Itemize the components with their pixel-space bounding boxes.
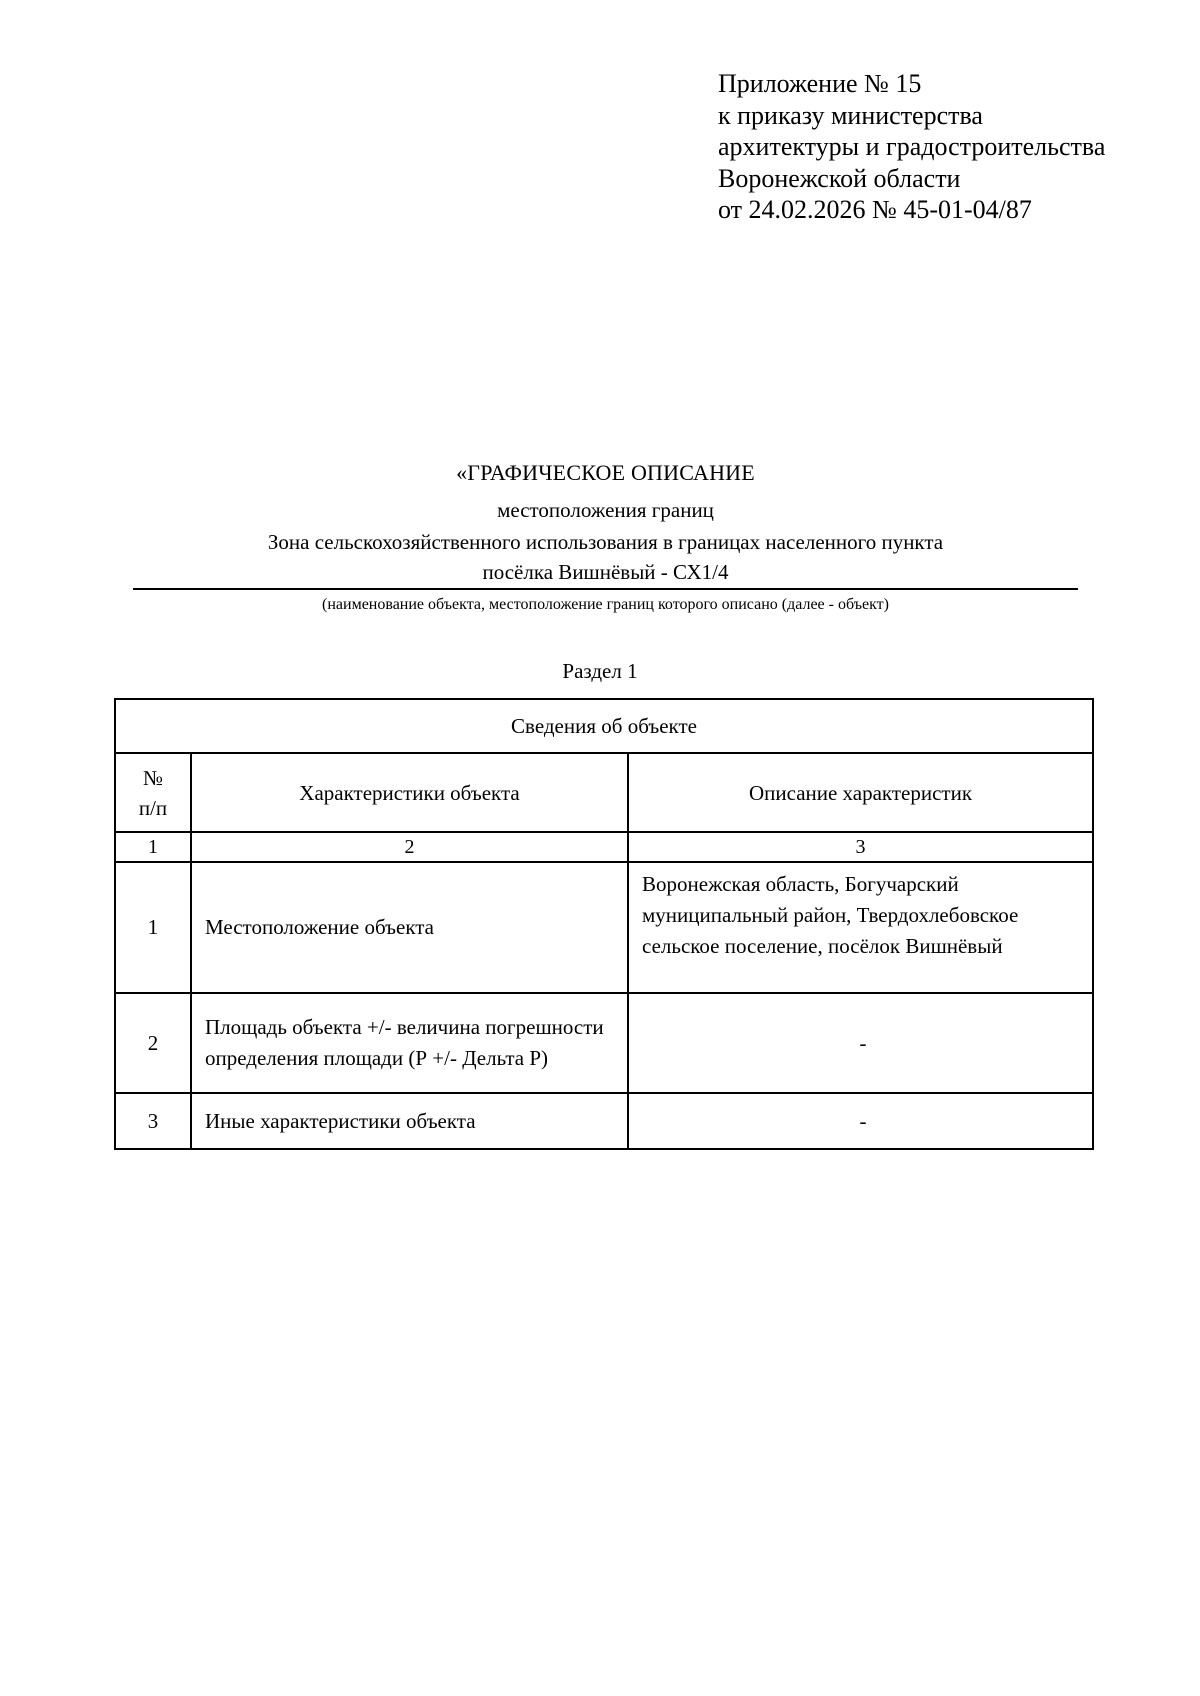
section-label: Раздел 1: [562, 659, 638, 683]
row-number: 3: [115, 1093, 191, 1149]
object-info-table: [114, 698, 1094, 1150]
table-caption-row: [115, 699, 1093, 753]
appendix-header: [718, 68, 1178, 226]
document-title: «ГРАФИЧЕСКОЕ ОПИСАНИЕ: [456, 460, 755, 485]
column-index-row: [115, 832, 1093, 862]
column-index: 3: [628, 832, 1093, 862]
object-name-caption: (наименование объекта, местоположение границ которого описано (далее - объект): [322, 596, 889, 613]
row-characteristic: Иные характеристики объекта: [191, 1093, 628, 1149]
settlement-name: посёлка Вишнёвый - СХ1/4: [482, 560, 729, 584]
column-index: 1: [115, 832, 191, 862]
header-number-sign: №: [142, 765, 164, 790]
row-characteristic: Местоположение объекта: [191, 862, 628, 993]
row-characteristic: Площадь объекта +/- величина погрешности определения площади (Р +/- Дельта Р): [191, 993, 628, 1093]
zone-name: Зона сельскохозяйственного использования в границах населенного пункта: [267, 530, 944, 554]
row-description: Воронежская область, Богучарский муниципальный район, Твердохлебовское сельское поселение, посёлок Вишнёвый: [628, 862, 1093, 993]
object-name-underline: [133, 588, 1078, 590]
document-subtitle: местоположения границ: [497, 498, 714, 522]
row-number: 2: [115, 993, 191, 1093]
table-header-row: [115, 753, 1093, 832]
appendix-order-date: от 24.02.2026 № 45-01-04/87: [718, 195, 1032, 224]
document-title-block: [133, 458, 1078, 617]
row-description: -: [628, 1093, 1093, 1149]
appendix-number: Приложение № 15: [718, 69, 922, 98]
header-number: [115, 753, 191, 832]
header-number-abbr: п/п: [138, 795, 168, 820]
table-row: [115, 1093, 1093, 1149]
row-number: 1: [115, 862, 191, 993]
table-row: [115, 862, 1093, 993]
row-description: -: [628, 993, 1093, 1093]
table-row: [115, 993, 1093, 1093]
header-description: Описание характеристик: [628, 753, 1093, 832]
appendix-region-line: Воронежской области: [718, 163, 961, 193]
appendix-ministry-line: архитектуры и градостроительства: [718, 132, 1106, 161]
table-caption: Сведения об объекте: [115, 699, 1093, 753]
column-index: 2: [191, 832, 628, 862]
header-characteristic: Характеристики объекта: [191, 753, 628, 832]
appendix-order-line: к приказу министерства: [718, 100, 983, 130]
